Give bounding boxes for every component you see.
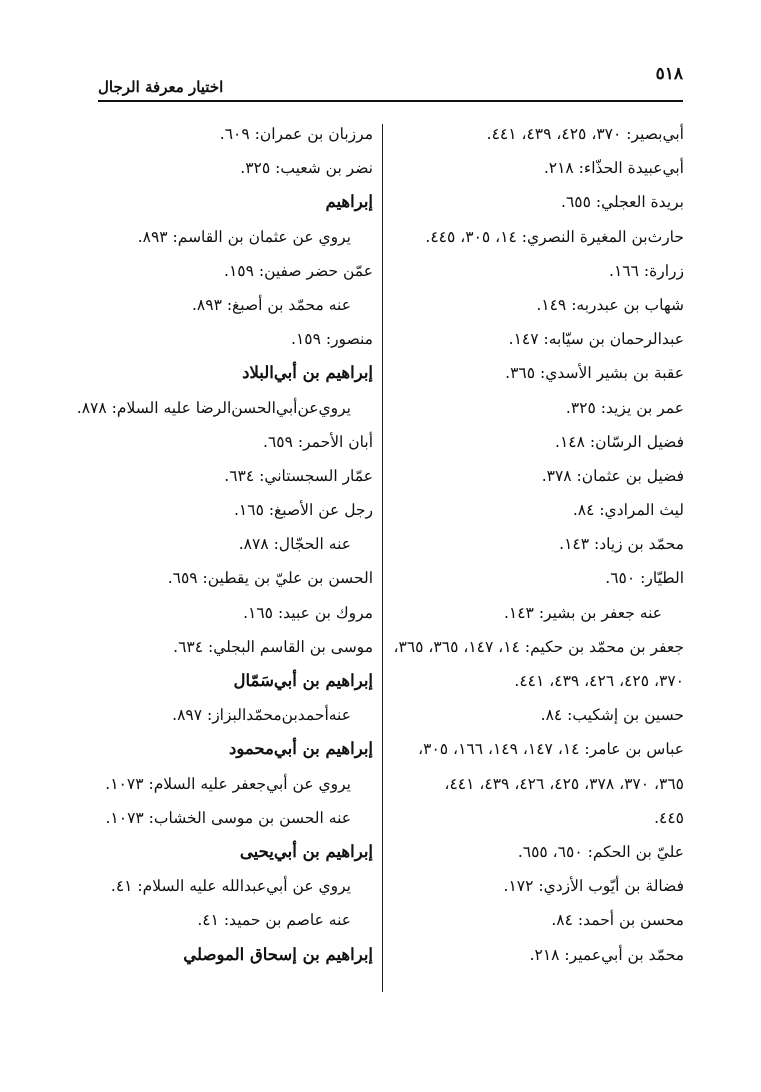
page-number: ٥١٨ [655,64,683,84]
index-entry: يروي عن أبي‌عبدالله عليه السلام: ٤١. [110,877,351,896]
index-entry: يروي عن عثمان بن القاسم: ٨٩٣. [137,227,351,246]
index-entry: عنه جعفر بن بشير: ١٤٣. [503,603,662,622]
index-entry: فضيل بن عثمان: ٣٧٨. [541,466,684,485]
index-entry: عليّ بن الحكم: ٦٥٠، ٦٥٥. [517,842,684,861]
index-entry: عنه محمّد بن أصبغ: ٨٩٣. [191,295,351,314]
index-entry: عباس بن عامر: ١٤، ١٤٧، ١٤٩، ١٦٦، ٣٠٥، [418,740,684,759]
index-entry: عنه‌أحمدبن‌محمّدالبزاز: ٨٩٧. [172,706,351,725]
index-entry: مروك بن عبيد: ١٦٥. [243,603,373,622]
index-entry: فضيل الرسّان: ١٤٨. [555,432,684,451]
index-entry: ٤٤٥. [654,808,684,827]
left-column [76,117,373,972]
index-entry: زرارة: ١٦٦. [609,261,684,280]
index-entry: أبي‌بصير: ٣٧٠، ٤٢٥، ٤٣٩، ٤٤١. [486,125,684,143]
index-entry: رجل عن الأصبغ: ١٦٥. [233,501,373,520]
index-entry: عقبة بن بشير الأسدي: ٣٦٥. [505,364,684,383]
index-entry: محمّد بن زياد: ١٤٣. [559,535,684,554]
index-entry: عنه عاصم بن حميد: ٤١. [197,911,351,930]
index-entry: أبان الأحمر: ٦٥٩. [263,432,373,451]
index-entry: عنه الحجّال: ٨٧٨. [238,535,351,554]
index-entry: مرزبان بن عمران: ٦٠٩. [219,125,373,143]
index-entry: يروي عن أبي‌جعفر عليه السلام: ١٠٧٣. [105,774,351,793]
index-entry: ٣٦٥، ٣٧٠، ٣٧٨، ٤٢٥، ٤٢٦، ٤٣٩، ٤٤١، [444,774,684,793]
index-entry: حسين بن إشكيب: ٨٤. [540,706,684,725]
index-entry: منصور: ١٥٩. [291,330,373,349]
index-entry: عنه الحسن بن موسى الخشاب: ١٠٧٣. [105,808,351,827]
index-entry: فضالة بن أيّوب الأزدي: ١٧٢. [503,877,684,896]
index-entry: بريدة العجلي: ٦٥٥. [561,193,684,212]
index-entry: أبي‌عبيدة الحذّاء: ٢١٨. [543,159,684,178]
index-entry: موسى بن القاسم البجلي: ٦٣٤. [173,637,373,656]
index-heading: إبراهيم بن أبي‌يحيى [239,841,373,861]
index-entry: محسن بن أحمد: ٨٤. [551,911,684,930]
index-entry: ليث المرادي: ٨٤. [572,501,684,520]
index-entry: عمّن حضر صفين: ١٥٩. [224,261,373,280]
index-entry: نضر بن شعيب: ٣٢٥. [240,159,373,178]
column-divider [382,124,383,992]
index-heading: إبراهيم بن إسحاق الموصلي [183,944,373,964]
header-rule [98,100,683,102]
index-entry: الحسن بن عليّ بن يقطين: ٦٥٩. [167,569,373,588]
index-heading: إبراهيم بن أبي‌محمود [229,739,373,759]
index-entry: يروي‌عن‌أبي‌الحسن‌الرضا عليه السلام: ٨٧٨. [76,398,351,417]
index-entry: شهاب بن عبدربه: ١٤٩. [536,295,684,314]
index-entry: محمّد بن أبي‌عمير: ٢١٨. [529,945,684,964]
index-entry: جعفر بن محمّد بن حكيم: ١٤، ١٤٧، ٣٦٥، ٣٦٥، [393,637,684,656]
index-heading: إبراهيم بن أبي‌سَمّال [233,671,373,690]
right-column [392,117,684,972]
index-heading: إبراهيم بن أبي‌البلاد [242,363,373,383]
index-heading: إبراهيم [325,192,373,212]
page-header [98,64,683,104]
index-entry: عمر بن يزيد: ٣٢٥. [565,398,684,417]
index-entry: عبدالرحمان بن سيّابه: ١٤٧. [508,330,684,349]
index-entry: ٣٧٠، ٤٢٥، ٤٢٦، ٤٣٩، ٤٤١. [514,672,684,690]
index-entry: الطيّار: ٦٥٠. [605,569,684,588]
index-entry: عمّار السجستاني: ٦٣٤. [224,466,373,485]
running-title: اختيار معرفة الرجال [98,78,224,96]
index-entry: حارث‌بن المغيرة النصري: ١٤، ٣٠٥، ٤٤٥. [425,227,684,246]
